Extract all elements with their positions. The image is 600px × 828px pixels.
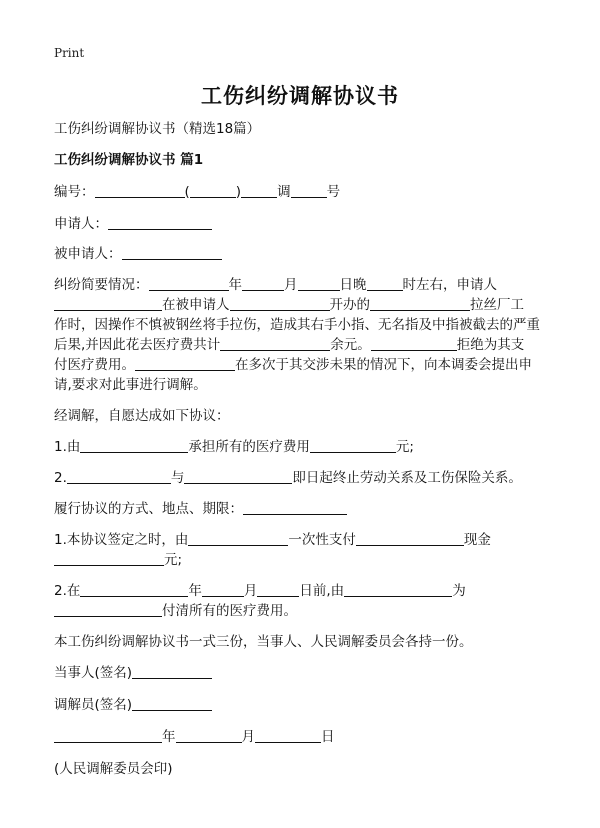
respondent-row — [54, 245, 554, 265]
perf1-yuan: 元; — [164, 552, 183, 568]
perf2-day: 日前,由 — [299, 583, 345, 599]
perf2-suffix: 付清所有的医疗费用。 — [162, 603, 297, 619]
blank — [54, 602, 162, 617]
performance-item-1 — [54, 531, 554, 551]
item2-middle: 与 — [170, 470, 185, 486]
performance-item-2-cont — [54, 602, 554, 622]
paren-close: ) — [235, 184, 242, 200]
date-month: 月 — [241, 729, 255, 745]
document-subtitle: 工伤纠纷调解协议书（精选18篇） — [54, 121, 261, 137]
dispute-year: 年 — [228, 277, 242, 293]
perf2-to: 为 — [452, 583, 466, 599]
number-tiao: 调 — [277, 184, 291, 200]
blank — [344, 582, 452, 597]
item2-suffix: 即日起终止劳动关系及工伤保险关系。 — [292, 470, 522, 486]
dispute-refuse: 拒绝为其支 — [456, 337, 525, 353]
performance-item-1-cont — [54, 551, 554, 571]
performance-row — [54, 500, 554, 520]
signature-blank — [132, 664, 212, 679]
agreement-item-2 — [54, 469, 554, 489]
number-label: 编号： — [54, 184, 95, 200]
item1-middle: 承担所有的医疗费用 — [188, 439, 310, 455]
party-signature-row — [54, 664, 554, 684]
blank — [257, 582, 299, 597]
date-day: 日 — [321, 729, 335, 745]
dispute-line-5 — [54, 356, 554, 376]
perf2-year: 年 — [188, 583, 202, 599]
dispute-line-3: 作时，因操作不慎被钢丝将手拉伤，造成其右手小指、无名指及中指被截去的严重 — [54, 317, 540, 333]
dispute-line-6: 请,要求对此事进行调解。 — [54, 377, 207, 393]
dispute-negotiation: 在多次于其交涉未果的情况下，向本调委会提出申 — [235, 357, 532, 373]
date-row — [54, 728, 554, 748]
blank — [310, 438, 396, 453]
blank — [80, 438, 188, 453]
dispute-hour: 时左右，申请人 — [402, 277, 497, 293]
respondent-label: 被申请人： — [54, 246, 122, 262]
dispute-opened: 开办的 — [329, 297, 370, 313]
blank — [67, 469, 171, 484]
blank — [242, 276, 284, 291]
dispute-factory: 拉丝厂工 — [470, 297, 524, 313]
agreement-intro: 经调解，自愿达成如下协议： — [54, 408, 230, 424]
blank — [291, 183, 327, 198]
mediator-sign-label: 调解员(签名) — [54, 697, 133, 713]
seal-note: (人民调解委员会印) — [54, 761, 173, 777]
section-heading: 工伤纠纷调解协议书 篇1 — [54, 152, 204, 168]
blank — [135, 356, 235, 371]
blank — [176, 728, 242, 743]
dispute-line-2 — [54, 296, 554, 316]
performance-item-2 — [54, 582, 554, 602]
perf1-middle: 一次性支付 — [288, 532, 356, 548]
item1-prefix: 1.由 — [54, 439, 81, 455]
blank — [255, 728, 321, 743]
blank — [241, 183, 277, 198]
blank — [54, 551, 164, 566]
blank — [190, 183, 236, 198]
date-year: 年 — [162, 729, 176, 745]
paren-open: ( — [184, 184, 190, 200]
dispute-label: 纠纷简要情况： — [54, 277, 149, 293]
perf2-month: 月 — [243, 583, 258, 599]
performance-label: 履行协议的方式、地点、期限： — [54, 501, 243, 517]
agreement-item-1 — [54, 438, 554, 458]
blank — [122, 245, 222, 260]
dispute-medical: 付医疗费用。 — [54, 357, 135, 373]
signature-blank — [132, 696, 212, 711]
blank — [202, 582, 244, 597]
dispute-line-1 — [54, 276, 554, 296]
print-label: Print — [54, 46, 85, 60]
blank — [298, 276, 340, 291]
blank — [356, 531, 464, 546]
blank — [367, 276, 403, 291]
blank — [230, 296, 330, 311]
blank — [108, 215, 212, 230]
number-hao: 号 — [326, 184, 341, 200]
blank — [220, 336, 330, 351]
blank — [149, 276, 229, 291]
blank — [54, 728, 162, 743]
perf2-prefix: 2.在 — [54, 583, 81, 599]
blank — [80, 582, 188, 597]
perf1-suffix: 现金 — [463, 532, 491, 548]
applicant-label: 申请人： — [54, 216, 108, 232]
blank — [371, 336, 457, 351]
applicant-row — [54, 215, 554, 235]
perf1-prefix: 1.本协议签定之时，由 — [54, 532, 189, 548]
dispute-day: 日晚 — [339, 277, 367, 293]
blank — [188, 531, 288, 546]
dispute-month: 月 — [284, 277, 298, 293]
page-title: 工伤纠纷调解协议书 — [201, 84, 399, 108]
blank — [95, 183, 185, 198]
mediator-signature-row — [54, 696, 554, 716]
blank — [243, 500, 347, 515]
dispute-line-4 — [54, 336, 554, 356]
blank — [370, 296, 470, 311]
blank — [54, 296, 162, 311]
item1-suffix: 元; — [395, 439, 414, 455]
blank — [184, 469, 292, 484]
copies-note: 本工伤纠纷调解协议书一式三份，当事人、人民调解委员会各持一份。 — [54, 634, 473, 650]
item2-prefix: 2. — [54, 470, 67, 486]
party-sign-label: 当事人(签名) — [54, 665, 133, 681]
dispute-yuan: 余元。 — [330, 337, 371, 353]
dispute-cost-label: 后果,并因此花去医疗费共计 — [54, 337, 221, 353]
dispute-at-respondent: 在被申请人 — [162, 297, 230, 313]
number-row — [54, 183, 554, 203]
